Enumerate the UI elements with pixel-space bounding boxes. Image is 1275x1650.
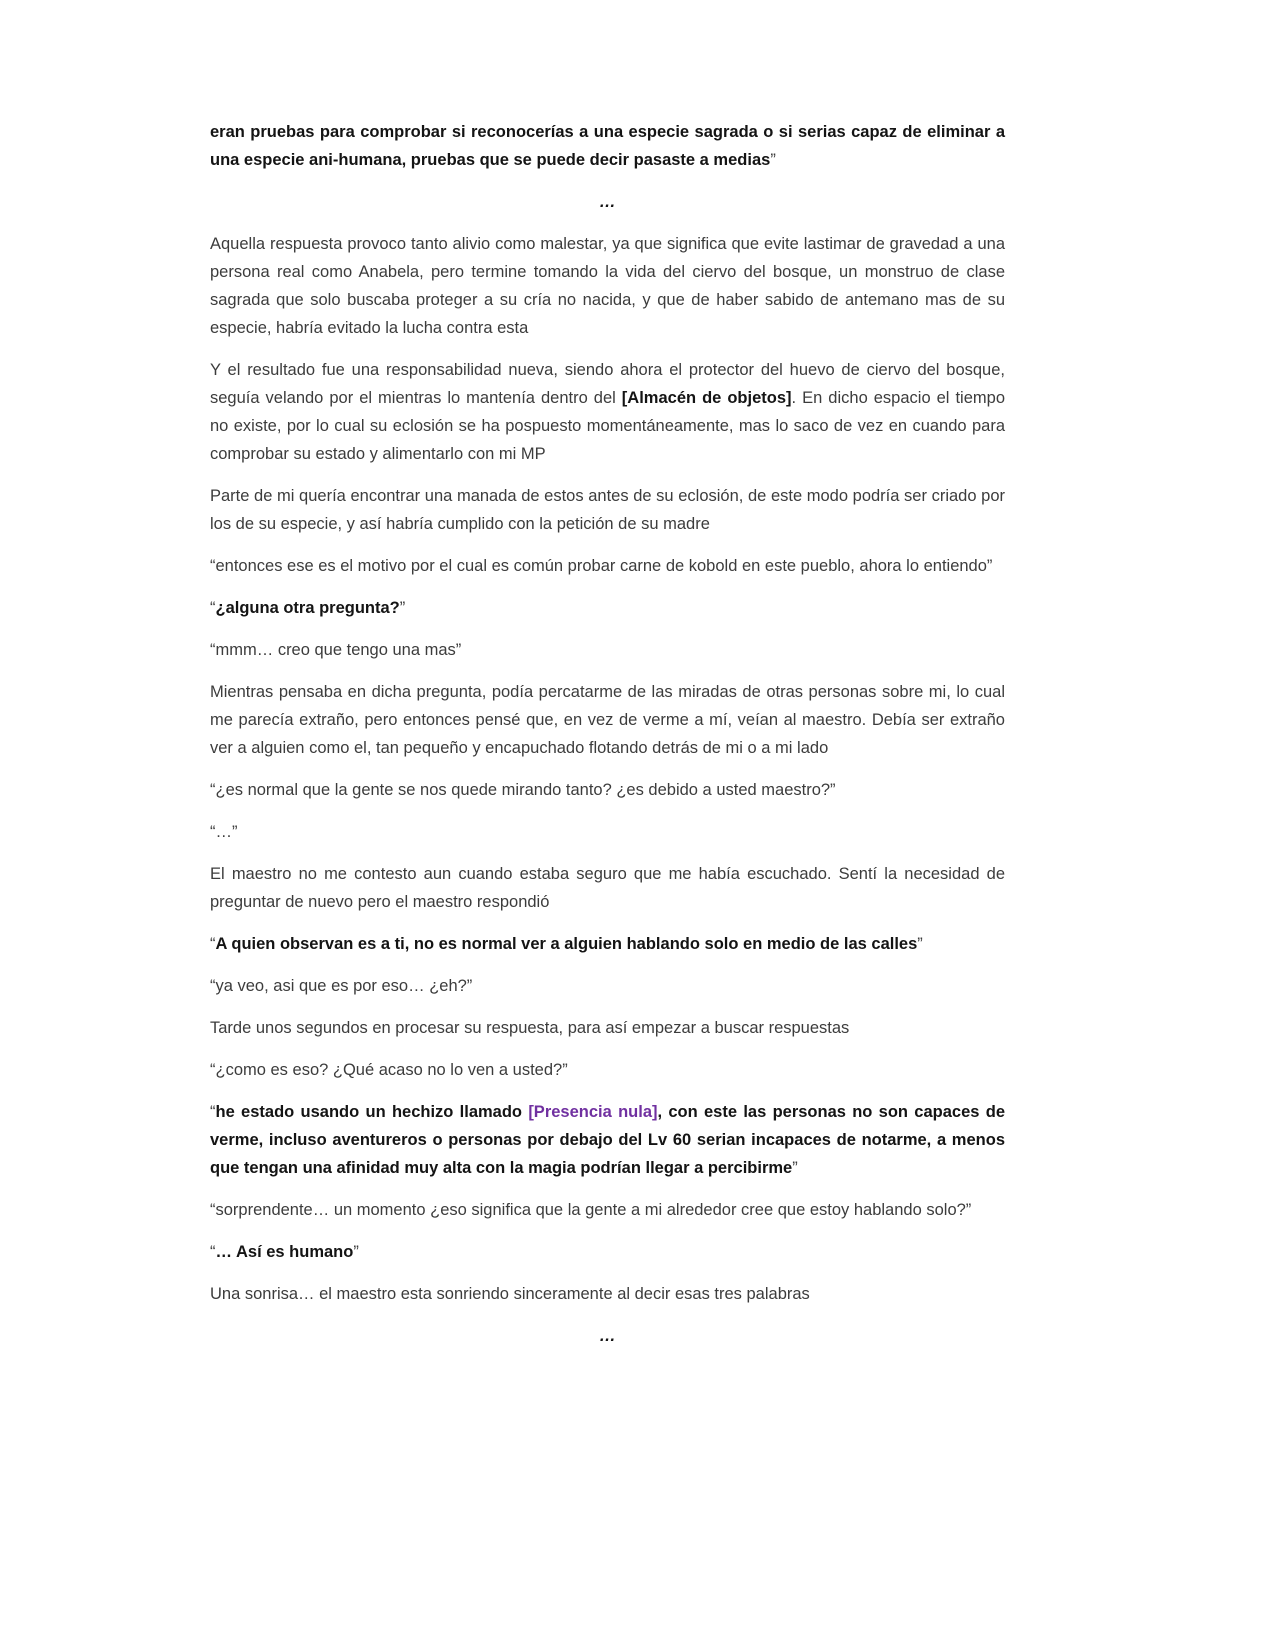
text-run: [Presencia nula] [528, 1103, 658, 1121]
paragraph [210, 1014, 1005, 1042]
text-run: “ya veo, asi que es por eso… ¿eh?” [210, 977, 473, 995]
text-run: ” [770, 151, 776, 169]
text-run: ” [917, 935, 923, 953]
text-run: “¿es normal que la gente se nos quede mirando tanto? ¿es debido a usted maestro?” [210, 781, 836, 799]
text-run: Mientras pensaba en dicha pregunta, podía percatarme de las miradas de otras personas sobre mi, lo cual me parecía extraño, pero entonces pensé que, en vez de verme a mí, veían al maestro. Debía ser extraño ver a alguien como el, tan pequeño y encapuchado flotando detrás de mi o a mi lado [210, 683, 1005, 757]
text-run: , con este las personas no son capaces de verme, incluso aventureros o personas por debajo del Lv 60 serian incapaces de notarme, a menos que tengan una afinidad muy alta con la magia podrían llegar a percibirme [210, 1103, 1005, 1177]
paragraph [210, 972, 1005, 1000]
paragraph [210, 776, 1005, 804]
paragraph [210, 188, 1005, 216]
paragraph [210, 1280, 1005, 1308]
paragraph [210, 818, 1005, 846]
paragraph [210, 118, 1005, 174]
text-run: eran pruebas para comprobar si reconocerías a una especie sagrada o si serias capaz de eliminar a una especie ani-humana, pruebas que se puede decir pasaste a medias [210, 123, 1005, 169]
text-run: … Así es humano [215, 1243, 354, 1261]
paragraph [210, 1196, 1005, 1224]
text-run: El maestro no me contesto aun cuando estaba seguro que me había escuchado. Sentí la necesidad de preguntar de nuevo pero el maestro respondió [210, 865, 1005, 911]
text-run: “sorprendente… un momento ¿eso significa que la gente a mi alrededor cree que estoy hablando solo?” [210, 1201, 972, 1219]
paragraph [210, 860, 1005, 916]
text-run: [Almacén de objetos] [621, 389, 792, 407]
paragraph [210, 1238, 1005, 1266]
text-run: A quien observan es a ti, no es normal ver a alguien hablando solo en medio de las calles [215, 935, 918, 953]
paragraph [210, 1056, 1005, 1084]
paragraph [210, 552, 1005, 580]
text-run: “ [210, 599, 216, 617]
text-run: Y el resultado fue una responsabilidad nueva, siendo ahora el protector del huevo de ciervo del bosque, seguía velando por el mientras lo mantenía dentro del [210, 361, 1005, 407]
paragraph [210, 930, 1005, 958]
paragraph [210, 482, 1005, 538]
document-body [210, 118, 1005, 1350]
text-run: . En dicho espacio el tiempo no existe, por lo cual su eclosión se ha pospuesto momentáneamente, mas lo saco de vez en cuando para comprobar su estado y alimentarlo con mi MP [210, 389, 1005, 463]
text-run: Parte de mi quería encontrar una manada de estos antes de su eclosión, de este modo podría ser criado por los de su especie, y así habría cumplido con la petición de su madre [210, 487, 1005, 533]
paragraph [210, 1322, 1005, 1350]
paragraph [210, 230, 1005, 342]
text-run: … [599, 1327, 616, 1345]
text-run: “mmm… creo que tengo una mas” [210, 641, 462, 659]
text-run: ” [792, 1159, 798, 1177]
text-run: “ [210, 935, 216, 953]
text-run: ¿alguna otra pregunta? [215, 599, 400, 617]
text-run: Una sonrisa… el maestro esta sonriendo sinceramente al decir esas tres palabras [210, 1285, 810, 1303]
text-run: “ [210, 1103, 216, 1121]
text-run: Aquella respuesta provoco tanto alivio como malestar, ya que significa que evite lastimar de gravedad a una persona real como Anabela, pero termine tomando la vida del ciervo del bosque, un monstruo de clase sagrada que solo buscaba proteger a su cría no nacida, y que de haber sabido de antemano mas de su especie, habría evitado la lucha contra esta [210, 235, 1005, 337]
paragraph [210, 678, 1005, 762]
text-run: “ [210, 1243, 216, 1261]
paragraph [210, 356, 1005, 468]
text-run: Tarde unos segundos en procesar su respuesta, para así empezar a buscar respuestas [210, 1019, 850, 1037]
text-run: … [599, 193, 616, 211]
text-run: he estado usando un hechizo llamado [215, 1103, 529, 1121]
paragraph [210, 594, 1005, 622]
paragraph [210, 636, 1005, 664]
text-run: “…” [210, 823, 238, 841]
text-run: “entonces ese es el motivo por el cual es común probar carne de kobold en este pueblo, ahora lo entiendo” [210, 557, 993, 575]
text-run: ” [399, 599, 406, 617]
text-run: “¿como es eso? ¿Qué acaso no lo ven a usted?” [210, 1061, 568, 1079]
paragraph [210, 1098, 1005, 1182]
text-run: ” [353, 1243, 359, 1261]
